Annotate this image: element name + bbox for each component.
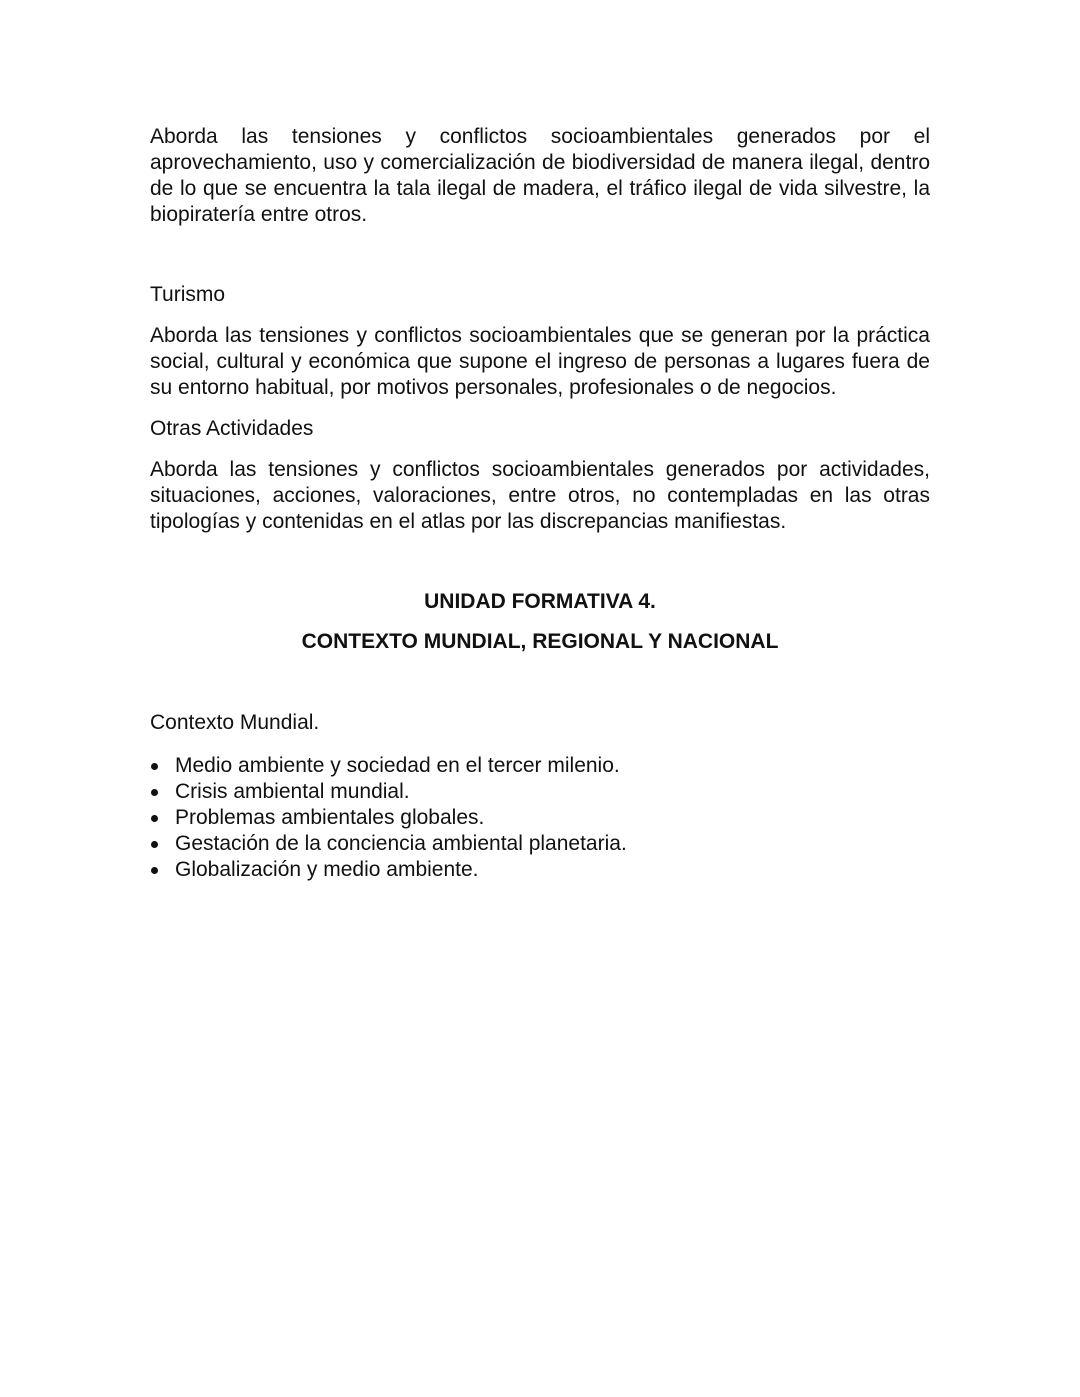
list-item	[150, 831, 930, 857]
contexto-mundial-list	[150, 753, 930, 883]
bullet-icon	[151, 815, 158, 822]
list-item-text: Crisis ambiental mundial.	[175, 780, 410, 803]
intro-paragraph: Aborda las tensiones y conflictos socioambientales generados por el aprovechamiento, uso y comercialización de biodiversidad de manera ilegal, dentro de lo que se encuentra la tala ilegal de madera, el tráfico ilegal de vida silvestre, la biopiratería entre otros.	[150, 125, 930, 226]
list-item	[150, 753, 930, 779]
section-heading-contexto-mundial: Contexto Mundial.	[150, 711, 320, 734]
section-heading-turismo: Turismo	[150, 283, 226, 306]
list-item	[150, 805, 930, 831]
list-item	[150, 857, 930, 883]
list-item	[150, 779, 930, 805]
bullet-icon	[151, 841, 158, 848]
bullet-icon	[151, 763, 158, 770]
list-item-text: Medio ambiente y sociedad en el tercer milenio.	[175, 754, 620, 777]
section-text-turismo: Aborda las tensiones y conflictos socioambientales que se generan por la práctica social, cultural y económica que supone el ingreso de personas a lugares fuera de su entorno habitual, por motivos personales, profesionales o de negocios.	[150, 324, 930, 399]
unit-title: UNIDAD FORMATIVA 4.	[424, 590, 656, 613]
section-heading-otras-actividades: Otras Actividades	[150, 417, 314, 440]
document-page	[150, 124, 930, 883]
bullet-icon	[151, 867, 158, 874]
list-item-text: Globalización y medio ambiente.	[175, 858, 479, 881]
section-text-otras-actividades: Aborda las tensiones y conflictos socioambientales generados por actividades, situaciones, acciones, valoraciones, entre otros, no contempladas en las otras tipologías y contenidas en el atlas por las discrepancias manifiestas.	[150, 458, 930, 533]
list-item-text: Gestación de la conciencia ambiental planetaria.	[175, 832, 627, 855]
list-item-text: Problemas ambientales globales.	[175, 806, 485, 829]
bullet-icon	[151, 789, 158, 796]
unit-subtitle: CONTEXTO MUNDIAL, REGIONAL Y NACIONAL	[301, 630, 779, 653]
